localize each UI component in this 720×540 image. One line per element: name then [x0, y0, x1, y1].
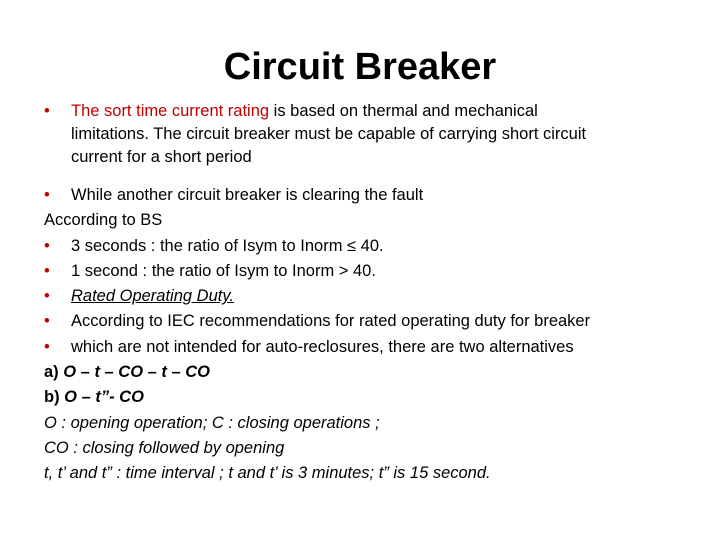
legend-line: O : opening operation; C : closing operations ;	[44, 413, 380, 432]
bullet-icon: •	[44, 102, 50, 120]
alt-label: a)	[44, 363, 64, 382]
bullet-icon: •	[44, 186, 50, 204]
body-text	[44, 183, 694, 487]
alt-label: b)	[44, 388, 65, 407]
list-item	[44, 284, 694, 309]
list-item-text: 3 seconds : the ratio of Isym to Inorm ≤ 40.	[71, 236, 384, 255]
list-item-text: 1 second : the ratio of Isym to Inorm > 40.	[71, 261, 376, 280]
list-item	[44, 259, 694, 284]
bullet-icon: •	[44, 312, 50, 331]
bullet-icon: •	[44, 337, 50, 356]
intro-rest: is based on thermal and mechanical	[269, 102, 538, 120]
bullet-icon: •	[44, 236, 50, 255]
bullet-icon: •	[44, 287, 50, 306]
slide-title: Circuit Breaker	[223, 46, 497, 88]
intro-highlight: The sort time current rating	[71, 102, 270, 120]
intro-line-2: limitations. The circuit breaker must be capable of carrying short circuit	[71, 125, 587, 143]
list-item-text: While another circuit breaker is clearing the fault	[71, 186, 424, 204]
list-item	[44, 309, 694, 334]
intro-line-3: current for a short period	[71, 148, 252, 166]
list-item	[44, 183, 694, 208]
section-heading: Rated Operating Duty.	[71, 287, 234, 306]
legend-line: t, t’ and t” : time interval ; t and t’ is 3 minutes; t” is 15 second.	[44, 464, 491, 483]
body-line: According to BS	[44, 211, 163, 230]
legend-line: CO : closing followed by opening	[44, 438, 285, 457]
list-item	[44, 335, 694, 360]
list-item	[44, 234, 694, 259]
alt-sequence: O – t”- CO	[64, 388, 144, 407]
alternative-b	[44, 385, 694, 410]
list-item-text: According to IEC recommendations for rated operating duty for breaker	[71, 312, 591, 331]
intro-line-1	[44, 100, 684, 123]
intro-paragraph	[44, 100, 684, 169]
list-item-text: which are not intended for auto-reclosures, there are two alternatives	[71, 337, 574, 356]
bullet-icon: •	[44, 261, 50, 280]
alt-sequence: O – t – CO – t – CO	[63, 363, 210, 382]
alternative-a	[44, 360, 694, 385]
